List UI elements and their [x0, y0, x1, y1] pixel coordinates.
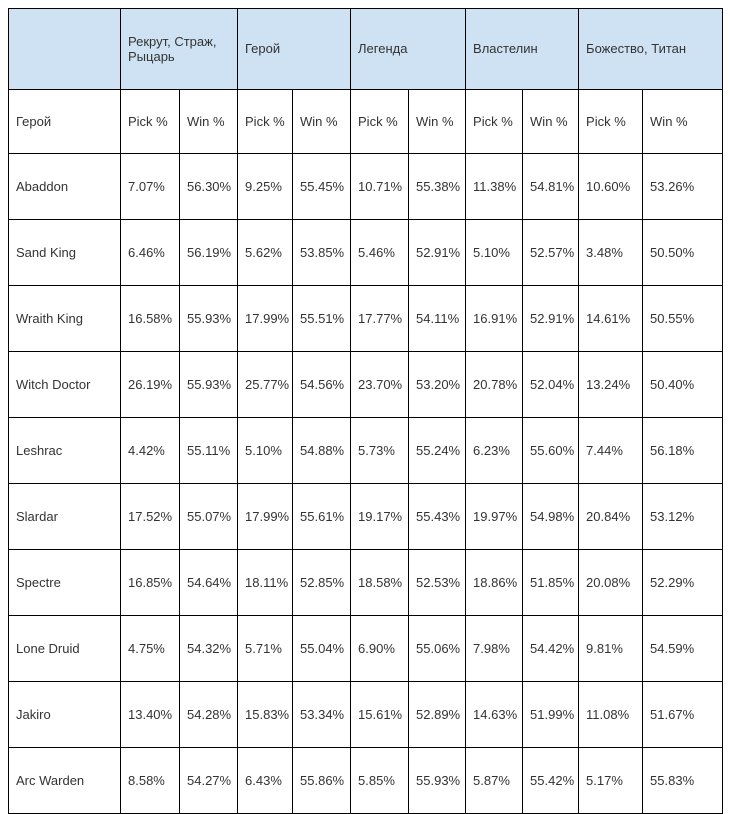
- stat-cell: 20.84%: [579, 484, 643, 550]
- pick-column-header: Pick %: [238, 90, 293, 154]
- stat-cell: 55.06%: [409, 616, 466, 682]
- stat-cell: 53.12%: [643, 484, 723, 550]
- stat-cell: 10.60%: [579, 154, 643, 220]
- stat-cell: 6.46%: [121, 220, 180, 286]
- stat-cell: 3.48%: [579, 220, 643, 286]
- stat-cell: 15.83%: [238, 682, 293, 748]
- stat-cell: 17.52%: [121, 484, 180, 550]
- stat-cell: 55.42%: [523, 748, 579, 814]
- stat-cell: 53.20%: [409, 352, 466, 418]
- stat-cell: 18.11%: [238, 550, 293, 616]
- stat-cell: 55.43%: [409, 484, 466, 550]
- stat-cell: 17.77%: [351, 286, 409, 352]
- stat-cell: 54.59%: [643, 616, 723, 682]
- stat-cell: 52.04%: [523, 352, 579, 418]
- stat-cell: 15.61%: [351, 682, 409, 748]
- win-column-header: Win %: [180, 90, 238, 154]
- table-row: [9, 748, 723, 814]
- hero-stats-table: [8, 8, 723, 814]
- stat-cell: 54.56%: [293, 352, 351, 418]
- stat-cell: 19.17%: [351, 484, 409, 550]
- table-row: [9, 154, 723, 220]
- stat-cell: 16.91%: [466, 286, 523, 352]
- hero-name-cell: Slardar: [9, 484, 121, 550]
- stat-cell: 18.58%: [351, 550, 409, 616]
- stat-cell: 6.43%: [238, 748, 293, 814]
- stat-cell: 9.25%: [238, 154, 293, 220]
- stat-cell: 51.99%: [523, 682, 579, 748]
- table-row: [9, 286, 723, 352]
- stat-cell: 14.63%: [466, 682, 523, 748]
- stat-cell: 4.42%: [121, 418, 180, 484]
- stat-cell: 5.46%: [351, 220, 409, 286]
- stat-cell: 53.26%: [643, 154, 723, 220]
- stat-cell: 7.07%: [121, 154, 180, 220]
- stat-cell: 55.38%: [409, 154, 466, 220]
- stat-cell: 56.30%: [180, 154, 238, 220]
- stat-cell: 18.86%: [466, 550, 523, 616]
- stat-cell: 20.08%: [579, 550, 643, 616]
- stat-cell: 54.98%: [523, 484, 579, 550]
- stat-cell: 53.34%: [293, 682, 351, 748]
- corner-cell: [9, 9, 121, 90]
- win-column-header: Win %: [523, 90, 579, 154]
- stat-cell: 54.28%: [180, 682, 238, 748]
- stat-cell: 52.85%: [293, 550, 351, 616]
- stat-cell: 55.93%: [180, 352, 238, 418]
- stat-cell: 13.24%: [579, 352, 643, 418]
- stat-cell: 5.17%: [579, 748, 643, 814]
- stat-cell: 55.07%: [180, 484, 238, 550]
- stat-cell: 52.91%: [523, 286, 579, 352]
- stat-cell: 53.85%: [293, 220, 351, 286]
- stat-cell: 54.11%: [409, 286, 466, 352]
- pick-column-header: Pick %: [121, 90, 180, 154]
- win-column-header: Win %: [293, 90, 351, 154]
- rank-group-header: Герой: [238, 9, 351, 90]
- stat-cell: 55.86%: [293, 748, 351, 814]
- hero-name-cell: Abaddon: [9, 154, 121, 220]
- table-row: [9, 352, 723, 418]
- stat-cell: 56.19%: [180, 220, 238, 286]
- stat-cell: 23.70%: [351, 352, 409, 418]
- stat-cell: 5.10%: [238, 418, 293, 484]
- stat-cell: 54.27%: [180, 748, 238, 814]
- stat-cell: 5.10%: [466, 220, 523, 286]
- stat-cell: 5.71%: [238, 616, 293, 682]
- stat-cell: 55.83%: [643, 748, 723, 814]
- stat-cell: 26.19%: [121, 352, 180, 418]
- rank-group-header: Рекрут, Страж, Рыцарь: [121, 9, 238, 90]
- stat-cell: 16.85%: [121, 550, 180, 616]
- pick-column-header: Pick %: [351, 90, 409, 154]
- stat-cell: 8.58%: [121, 748, 180, 814]
- stat-cell: 52.91%: [409, 220, 466, 286]
- stat-cell: 25.77%: [238, 352, 293, 418]
- stat-cell: 19.97%: [466, 484, 523, 550]
- table-row: [9, 484, 723, 550]
- stat-cell: 16.58%: [121, 286, 180, 352]
- hero-name-cell: Spectre: [9, 550, 121, 616]
- stat-cell: 54.42%: [523, 616, 579, 682]
- rank-header-row: [9, 9, 723, 90]
- stat-cell: 5.73%: [351, 418, 409, 484]
- stat-cell: 54.81%: [523, 154, 579, 220]
- hero-name-cell: Witch Doctor: [9, 352, 121, 418]
- table-row: [9, 550, 723, 616]
- stat-cell: 51.85%: [523, 550, 579, 616]
- stat-cell: 52.53%: [409, 550, 466, 616]
- win-column-header: Win %: [409, 90, 466, 154]
- rank-group-header: Божество, Титан: [579, 9, 723, 90]
- hero-name-cell: Leshrac: [9, 418, 121, 484]
- table-row: [9, 682, 723, 748]
- stat-cell: 13.40%: [121, 682, 180, 748]
- stat-cell: 55.60%: [523, 418, 579, 484]
- stat-cell: 10.71%: [351, 154, 409, 220]
- rank-group-header: Властелин: [466, 9, 579, 90]
- stat-cell: 14.61%: [579, 286, 643, 352]
- stat-cell: 52.57%: [523, 220, 579, 286]
- stat-cell: 11.38%: [466, 154, 523, 220]
- stat-cell: 54.32%: [180, 616, 238, 682]
- stat-cell: 55.04%: [293, 616, 351, 682]
- hero-name-cell: Arc Warden: [9, 748, 121, 814]
- stat-cell: 55.93%: [409, 748, 466, 814]
- stat-cell: 55.51%: [293, 286, 351, 352]
- hero-column-header: Герой: [9, 90, 121, 154]
- stat-cell: 55.45%: [293, 154, 351, 220]
- stat-cell: 55.24%: [409, 418, 466, 484]
- stat-cell: 56.18%: [643, 418, 723, 484]
- pick-column-header: Pick %: [579, 90, 643, 154]
- stat-cell: 20.78%: [466, 352, 523, 418]
- stat-cell: 50.50%: [643, 220, 723, 286]
- table-row: [9, 220, 723, 286]
- stat-cell: 6.90%: [351, 616, 409, 682]
- hero-name-cell: Jakiro: [9, 682, 121, 748]
- stat-cell: 5.62%: [238, 220, 293, 286]
- stat-cell: 52.89%: [409, 682, 466, 748]
- stat-cell: 9.81%: [579, 616, 643, 682]
- stat-cell: 50.40%: [643, 352, 723, 418]
- stat-cell: 55.61%: [293, 484, 351, 550]
- stat-cell: 52.29%: [643, 550, 723, 616]
- stat-cell: 4.75%: [121, 616, 180, 682]
- hero-name-cell: Wraith King: [9, 286, 121, 352]
- stat-cell: 51.67%: [643, 682, 723, 748]
- stat-cell: 7.44%: [579, 418, 643, 484]
- stat-cell: 7.98%: [466, 616, 523, 682]
- stat-cell: 55.93%: [180, 286, 238, 352]
- stat-cell: 54.64%: [180, 550, 238, 616]
- stat-cell: 17.99%: [238, 286, 293, 352]
- win-column-header: Win %: [643, 90, 723, 154]
- stat-cell: 6.23%: [466, 418, 523, 484]
- pick-column-header: Pick %: [466, 90, 523, 154]
- hero-name-cell: Sand King: [9, 220, 121, 286]
- stat-cell: 11.08%: [579, 682, 643, 748]
- stat-cell: 5.87%: [466, 748, 523, 814]
- rank-group-header: Легенда: [351, 9, 466, 90]
- stat-cell: 50.55%: [643, 286, 723, 352]
- table-row: [9, 616, 723, 682]
- hero-name-cell: Lone Druid: [9, 616, 121, 682]
- stat-cell: 54.88%: [293, 418, 351, 484]
- stat-cell: 55.11%: [180, 418, 238, 484]
- subheader-row: [9, 90, 723, 154]
- table-row: [9, 418, 723, 484]
- stat-cell: 17.99%: [238, 484, 293, 550]
- stat-cell: 5.85%: [351, 748, 409, 814]
